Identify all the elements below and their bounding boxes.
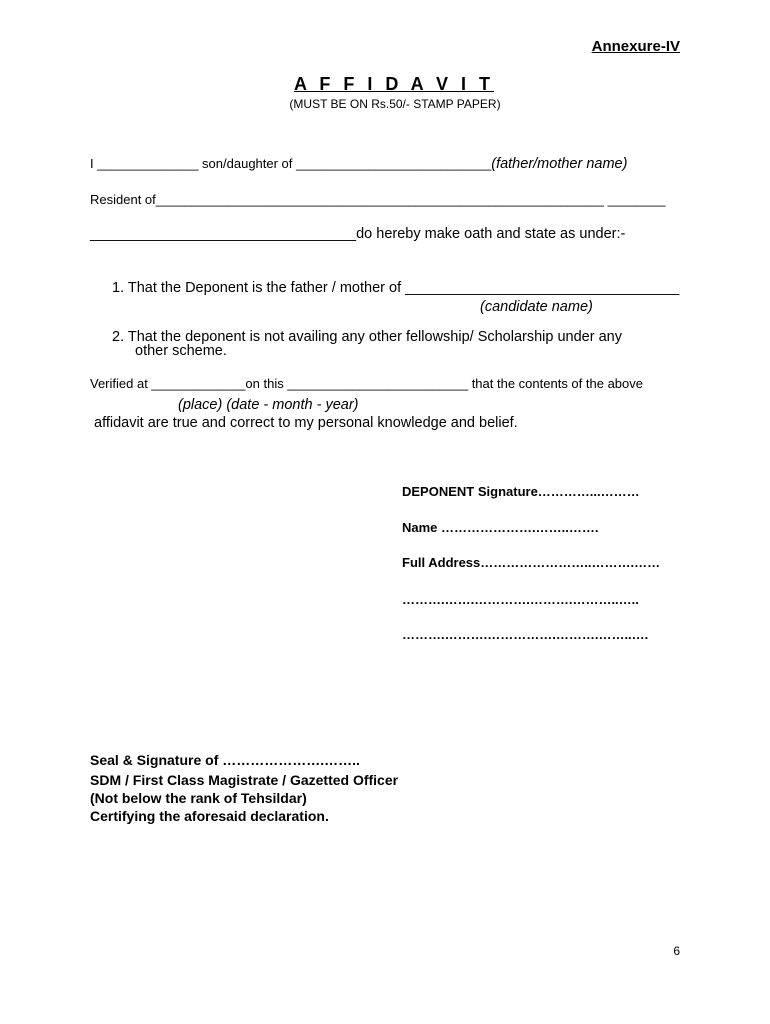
statement-item-1: 1. That the Deponent is the father / mother of __________________________________ xyxy=(112,280,680,296)
address-line-3: ……….……….…………….……….……..…. xyxy=(402,627,649,642)
page-number: 6 xyxy=(673,944,680,958)
stamp-paper-note: (MUST BE ON Rs.50/- STAMP PAPER) xyxy=(289,97,501,111)
deponent-name-line xyxy=(90,156,627,172)
address-line-2: ……….…….………….……….………..….. xyxy=(402,592,639,607)
full-address-field: Full Address……………………..……….…… xyxy=(402,555,661,570)
verification-line: Verified at _____________on this _________________________ that the contents of the above xyxy=(90,376,643,391)
verification-continuation: affidavit are true and correct to my personal knowledge and belief. xyxy=(94,415,518,431)
deponent-name-field: Name ………………….……..……. xyxy=(402,520,599,535)
place-date-hint: (place) (date - month - year) xyxy=(178,397,359,413)
certification-note: Certifying the aforesaid declaration. xyxy=(90,808,329,824)
oath-line: _________________________________do hereby make oath and state as under:- xyxy=(90,226,626,242)
statement-item-2-line2: other scheme. xyxy=(135,343,227,359)
deponent-signature-line: DEPONENT Signature…………...……… xyxy=(402,484,640,499)
candidate-name-hint: (candidate name) xyxy=(480,299,593,315)
document-title: A F F I D A V I T xyxy=(294,74,494,94)
father-mother-hint: (father/mother name) xyxy=(491,156,628,172)
officer-designation: SDM / First Class Magistrate / Gazetted Officer xyxy=(90,772,399,788)
resident-line: Resident of______________________________________________________________ ________ xyxy=(90,192,666,207)
statement-item-2 xyxy=(112,330,622,358)
annexure-label: Annexure-IV xyxy=(591,38,680,55)
statement-item-2-line1: 2. That the deponent is not availing any other fellowship/ Scholarship under any xyxy=(112,329,622,345)
deponent-name-text: I ______________ son/daughter of ___________________________ xyxy=(90,156,492,171)
officer-rank-note: (Not below the rank of Tehsildar) xyxy=(90,790,307,806)
seal-signature-line: Seal & Signature of ………………….…….. xyxy=(90,752,360,768)
